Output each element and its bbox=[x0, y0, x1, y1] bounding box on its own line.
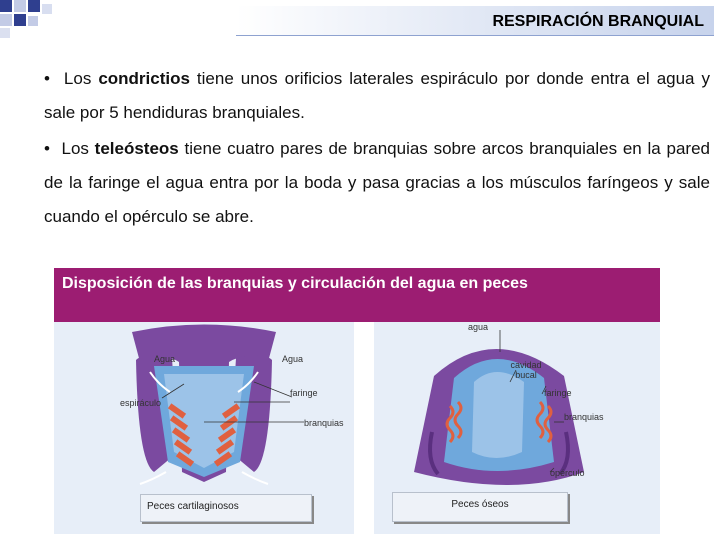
label-agua-left: Agua bbox=[154, 354, 176, 364]
title-bar bbox=[236, 6, 714, 36]
caption-text: Peces óseos bbox=[451, 499, 509, 510]
bullet-item: • Los condrictios tiene unos orificios laterales espiráculo por donde entra el agua y sale por 5 hendiduras branquiales. bbox=[44, 69, 710, 122]
gill-diagram bbox=[54, 322, 660, 534]
figure-heading-band bbox=[54, 268, 660, 322]
label-agua-top: agua bbox=[468, 322, 489, 332]
label-faringe-left: faringe bbox=[290, 388, 318, 398]
figure-heading: Disposición de las branquias y circulación del agua en peces bbox=[62, 275, 528, 292]
label-agua-mid: Agua bbox=[282, 354, 304, 364]
label-operculo: opérculo bbox=[550, 468, 585, 478]
caption-text: Peces cartilaginosos bbox=[147, 501, 239, 512]
label-branquias-right: branquias bbox=[564, 412, 604, 422]
label-espiraculo: espiráculo bbox=[120, 398, 162, 408]
bullet-list bbox=[44, 62, 710, 236]
caption-cartilaginosos bbox=[140, 494, 312, 522]
label-faringe-right: faringe bbox=[544, 388, 572, 398]
label-branquias-left: branquias bbox=[304, 418, 344, 428]
bullet-item: • Los teleósteos tiene cuatro pares de branquias sobre arcos branquiales en la pared de la faringe el agua entra por la boda y pasa gracias a los músculos faríngeos y sale cuando el opérculo se abre. bbox=[44, 139, 710, 226]
decorative-squares bbox=[0, 0, 60, 40]
caption-oseos bbox=[392, 492, 568, 522]
buccal-cavity bbox=[472, 372, 524, 458]
page-title: RESPIRACIÓN BRANQUIAL bbox=[492, 13, 704, 30]
bold-term: teleósteos bbox=[94, 139, 179, 158]
label-cavidad-bucal: cavidad bucal bbox=[510, 360, 542, 380]
bold-term: condrictios bbox=[98, 69, 190, 88]
